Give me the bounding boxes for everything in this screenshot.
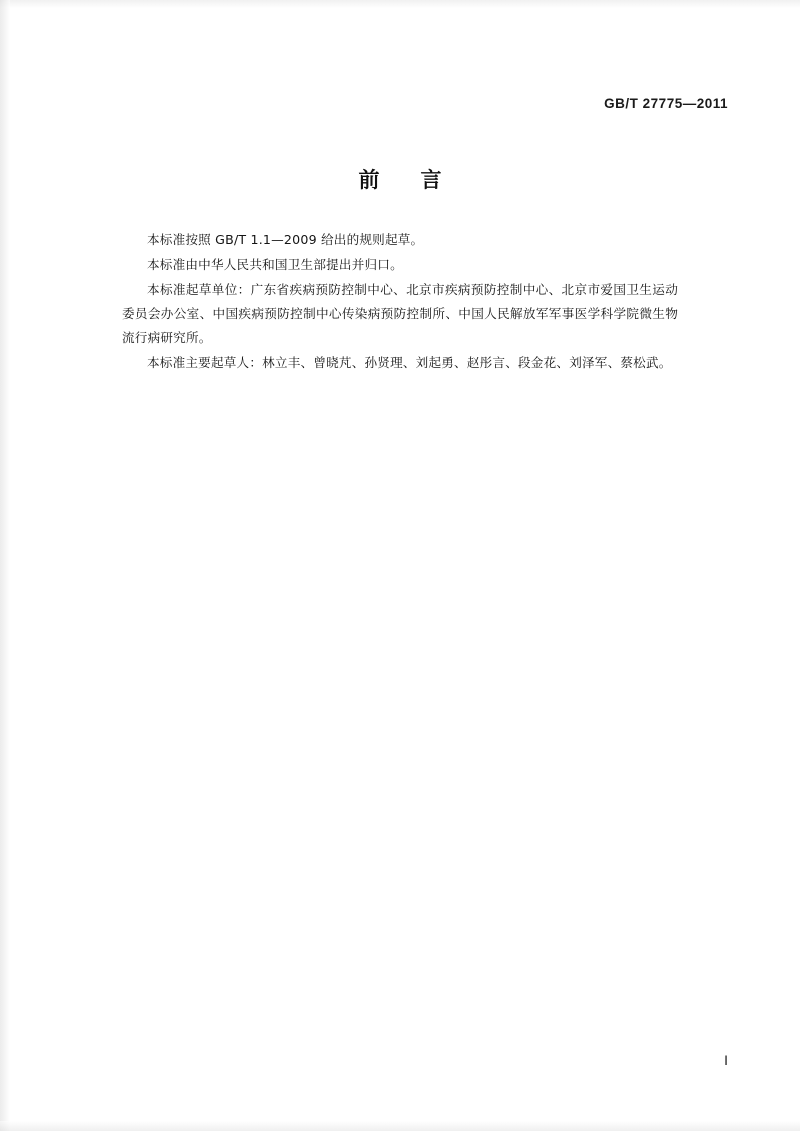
paragraph: 本标准主要起草人：林立丰、曾晓芃、孙贤理、刘起勇、赵彤言、段金花、刘泽军、蔡松武。	[147, 355, 672, 370]
page-edge-shadow-bottom	[0, 1121, 800, 1131]
foreword-body	[122, 228, 678, 375]
paragraph: 本标准起草单位：广东省疾病预防控制中心、北京市疾病预防控制中心、北京市爱国卫生运动委员会办公室、中国疾病预防控制中心传染病预防控制所、中国人民解放军军事医学科学院微生物流行病研究所。	[122, 282, 678, 345]
paragraph: 本标准由中华人民共和国卫生部提出并归口。	[147, 257, 403, 272]
page-edge-shadow-top	[0, 0, 800, 8]
paragraph: 本标准按照 GB/T 1.1—2009 给出的规则起草。	[147, 232, 424, 247]
standard-number-header: GB/T 27775—2011	[604, 96, 728, 111]
page-title: 前 言	[358, 168, 452, 192]
page-number: Ⅰ	[724, 1053, 728, 1068]
